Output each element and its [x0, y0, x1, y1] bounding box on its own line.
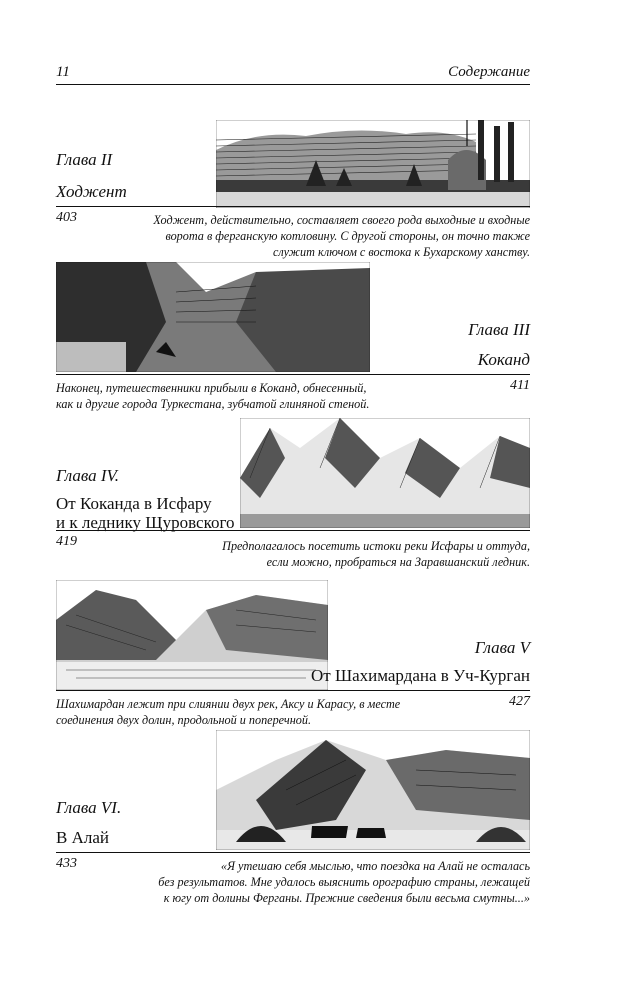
chapter-rule — [56, 852, 530, 853]
chapter-rule — [56, 530, 530, 531]
chapter-caption: Наконец, путешественники прибыли в Коканд, обнесенный, как и другие города Туркестана, зубчатой глиняной стеной. — [56, 381, 370, 411]
chapter-page: 433 — [56, 856, 77, 871]
chapter-page: 419 — [56, 534, 77, 549]
chapter-label: Глава III — [468, 320, 530, 339]
chapter-caption: «Я утешаю себя мыслью, что поездка на Алай не осталась без результатов. Мне удалось выяснить орографию страны, лежащей к югу от долины Ферганы. Прежние сведения были весьма смутны...» — [158, 859, 530, 905]
alai-camp-engraving-icon — [216, 730, 530, 850]
chapter-rule — [56, 690, 530, 691]
chapter-caption: Предполагалось посетить истоки реки Исфары и оттуда, если можно, пробраться на Заравшанский ледник. — [222, 539, 530, 569]
header-rule — [56, 84, 530, 85]
chapter-caption: Ходжент, действительно, составляет своего рода выходные и входные ворота в ферганскую котловину. С другой стороны, он точно также служит ключом с востока к Бухарскому ханству. — [153, 213, 530, 259]
chapter-label: Глава V — [474, 638, 530, 657]
chapter-caption: Шахимардан лежит при слиянии двух рек, Аксу и Карасу, в месте соединения двух долин, продольной и поперечной. — [56, 697, 401, 727]
chapter-title: Коканд — [477, 350, 530, 369]
chapter-label: Глава II — [56, 150, 113, 169]
page-number: 11 — [56, 64, 70, 80]
chapter-page: 411 — [510, 378, 530, 393]
chapter-page: 427 — [509, 694, 530, 709]
isfara-mountains-engraving-icon — [240, 418, 530, 528]
chapter-rule — [56, 206, 530, 207]
chapter-label: Глава IV. — [56, 466, 120, 485]
chapter-label: Глава VI. — [56, 798, 122, 817]
shakhimardan-valley-engraving-icon — [56, 580, 328, 690]
chapter-title: От Шахимардана в Уч-Курган — [311, 666, 530, 685]
section-title: Содержание — [448, 64, 530, 80]
chapter-title: От Коканда в Исфару и к леднику Щуровского — [56, 494, 235, 532]
khojent-engraving-icon — [216, 120, 530, 208]
kokand-engraving-icon — [56, 262, 370, 372]
chapter-title: В Алай — [56, 828, 109, 847]
chapter-title: Ходжент — [56, 182, 127, 201]
chapter-page: 403 — [56, 210, 77, 225]
chapter-rule — [56, 374, 530, 375]
